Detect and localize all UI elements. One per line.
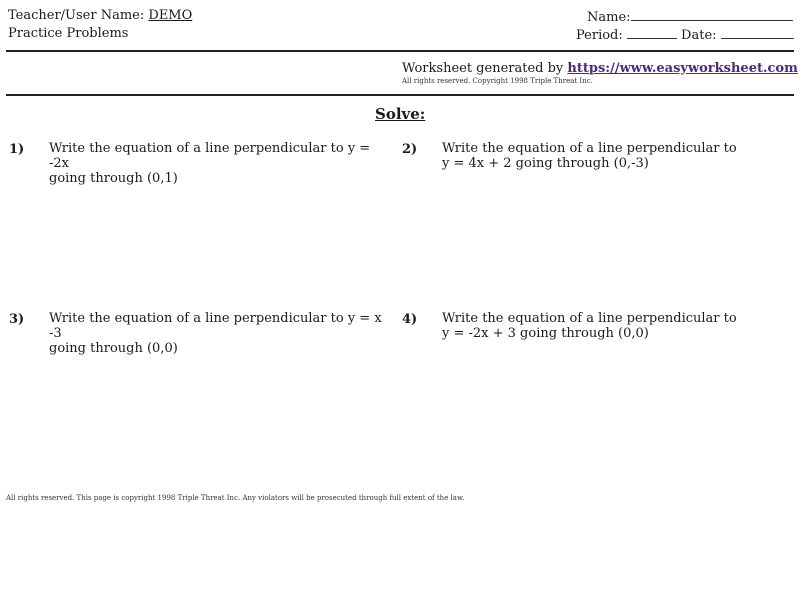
period-blank[interactable] (627, 26, 677, 39)
date-blank[interactable] (721, 26, 794, 39)
teacher-label: Teacher/User Name: (8, 8, 145, 23)
generator-line (402, 61, 798, 76)
problem-1-text (49, 141, 394, 186)
generator-copyright: All rights reserved. Copyright 1998 Triple Threat Inc. (402, 77, 593, 85)
worksheet-subtitle: Practice Problems (8, 26, 129, 41)
generator-link[interactable]: https://www.easyworksheet.com (567, 61, 798, 76)
problem-4-line-1: Write the equation of a line perpendicular to (442, 311, 737, 326)
problem-4-text (442, 311, 787, 341)
name-line (587, 8, 793, 25)
problem-4-line-2: y = -2x + 3 going through (0,0) (442, 326, 649, 341)
problem-3-text (49, 311, 394, 356)
teacher-value: DEMO (148, 8, 193, 23)
problem-3-line-1: Write the equation of a line perpendicular to y = x -3 (49, 311, 382, 341)
problem-3-number: 3) (9, 312, 25, 327)
section-title: Solve: (375, 105, 426, 123)
problem-2-number: 2) (402, 142, 418, 157)
name-blank[interactable] (631, 8, 793, 21)
problem-2-text (442, 141, 787, 171)
date-label: Date: (681, 28, 717, 43)
generator-prefix: Worksheet generated by (402, 61, 564, 76)
problem-2-line-2: y = 4x + 2 going through (0,-3) (442, 156, 649, 171)
problem-1-number: 1) (9, 142, 25, 157)
problem-4-number: 4) (402, 312, 418, 327)
section-divider (6, 94, 794, 96)
header-divider (6, 50, 794, 52)
teacher-line (8, 8, 192, 23)
period-label: Period: (576, 28, 623, 43)
problem-1-line-1: Write the equation of a line perpendicular to y = -2x (49, 141, 371, 171)
period-date-line (576, 26, 794, 43)
footer-copyright: All rights reserved. This page is copyright 1998 Triple Threat Inc. Any violators will be prosecuted through full extent of the law. (6, 494, 465, 502)
name-label: Name: (587, 10, 631, 25)
problem-2-line-1: Write the equation of a line perpendicular to (442, 141, 737, 156)
problem-3-line-2: going through (0,0) (49, 341, 178, 356)
problem-1-line-2: going through (0,1) (49, 171, 178, 186)
